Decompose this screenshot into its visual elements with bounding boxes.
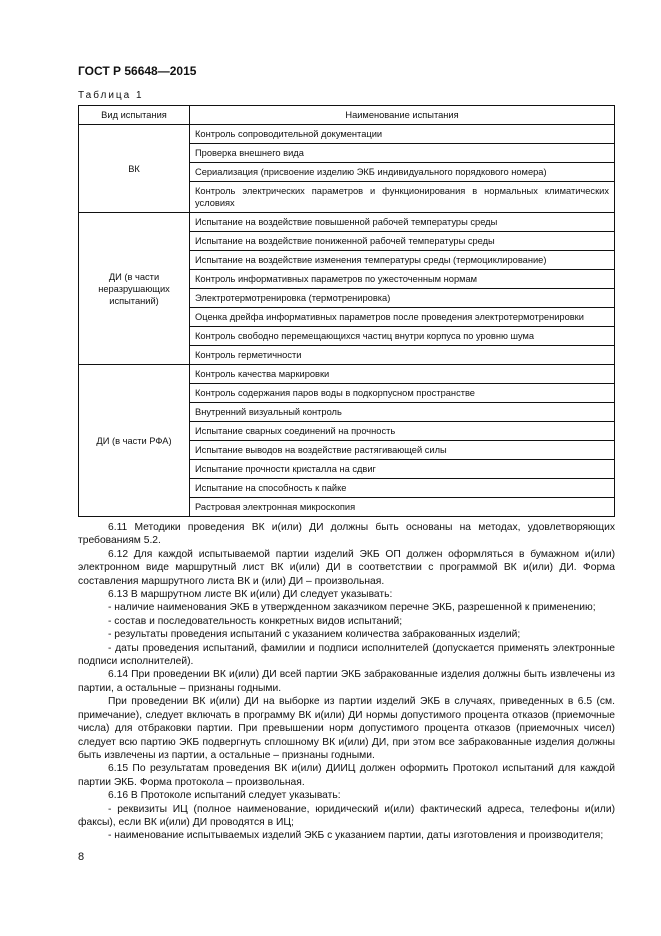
paragraph: - наименование испытываемых изделий ЭКБ с указанием партии, даты изготовления и производителя; — [108, 830, 604, 842]
paragraph: 6.15 По результатам проведения ВК и(или) ДИИЦ должен оформить Протокол испытаний для каждой партии ЭКБ. Форма протокола – произвольная. — [78, 763, 615, 788]
test-name-cell: Контроль свободно перемещающихся частиц внутри корпуса по уровню шума — [190, 327, 615, 346]
test-name-cell: Сериализация (присвоение изделию ЭКБ индивидуального порядкового номера) — [190, 163, 615, 182]
document-header: ГОСТ Р 56648—2015 — [78, 64, 197, 78]
test-name-cell: Испытание прочности кристалла на сдвиг — [190, 460, 615, 479]
document-body — [78, 521, 615, 843]
test-name-cell: Контроль информативных параметров по ужесточенным нормам — [190, 270, 615, 289]
test-name-cell: Контроль содержания паров воды в подкорпусном пространстве — [190, 384, 615, 403]
table-row — [79, 213, 615, 232]
test-name-cell: Испытание на способность к пайке — [190, 479, 615, 498]
test-name-cell: Контроль сопроводительной документации — [190, 125, 615, 144]
test-name-cell: Оценка дрейфа информативных параметров после проведения электротермотренировки — [190, 308, 615, 327]
paragraph: - результаты проведения испытаний с указанием количества забракованных изделий; — [108, 629, 521, 641]
test-name-cell: Контроль электрических параметров и функционирования в нормальных климатических условиях — [190, 182, 615, 213]
paragraph: 6.14 При проведении ВК и(или) ДИ всей партии ЭКБ забракованные изделия должны быть извлечены из партии, а остальные – признаны годными. — [78, 669, 615, 694]
test-name-cell: Испытание выводов на воздействие растягивающей силы — [190, 441, 615, 460]
table-caption: Таблица 1 — [78, 90, 144, 101]
paragraph: - наличие наименования ЭКБ в утвержденном заказчиком перечне ЭКБ, разрешенной к применению; — [108, 602, 596, 614]
table-row — [79, 365, 615, 384]
test-types-table — [78, 105, 615, 517]
paragraph: 6.11 Методики проведения ВК и(или) ДИ должны быть основаны на методах, удовлетворяющих требованиям 5.2. — [78, 522, 615, 547]
page-number: 8 — [78, 850, 85, 863]
test-name-cell: Контроль качества маркировки — [190, 365, 615, 384]
test-name-cell: Электротермотренировка (термотренировка) — [190, 289, 615, 308]
test-type-cell: ВК — [79, 125, 190, 213]
paragraph: При проведении ВК и(или) ДИ на выборке из партии изделий ЭКБ в случаях, приведенных в 6.5 (см. примечание), следует включать в программу ВК и(или) ДИ нормы допустимого процента отказов (приемочные числа) для отбраковки партии. При превышении норм допустимого процента отказов (приемочных чисел) следует всю партию ЭКБ подвергнуть сплошному ВК и(или) ДИ, при этом все забракованные изделия должны быть извлечены из партии, а остальные – признаны годными. — [78, 696, 615, 761]
test-name-cell: Испытание сварных соединений на прочность — [190, 422, 615, 441]
table-row — [79, 125, 615, 144]
test-name-cell: Проверка внешнего вида — [190, 144, 615, 163]
test-name-cell: Испытание на воздействие повышенной рабочей температуры среды — [190, 213, 615, 232]
column-header-type: Вид испытания — [79, 106, 190, 125]
test-type-cell: ДИ (в части неразрушающих испытаний) — [79, 213, 190, 365]
paragraph: 6.16 В Протоколе испытаний следует указывать: — [108, 790, 341, 802]
paragraph: 6.13 В маршрутном листе ВК и(или) ДИ следует указывать: — [108, 589, 393, 601]
paragraph: - состав и последовательность конкретных видов испытаний; — [108, 615, 403, 627]
test-name-cell: Контроль герметичности — [190, 346, 615, 365]
paragraph: - даты проведения испытаний, фамилии и подписи исполнителей (допускается применять электронные подписи исполнителей). — [78, 642, 615, 668]
paragraph: 6.12 Для каждой испытываемой партии изделий ЭКБ ОП должен оформляться в бумажном и(или) электронном виде маршрутный лист ВК и(или) ДИ в соответствии с программой ВК и(или) ДИ. Форма составления маршрутного листа ВК и (или) ДИ – произвольная. — [78, 548, 615, 587]
test-name-cell: Испытание на воздействие пониженной рабочей температуры среды — [190, 232, 615, 251]
test-type-cell: ДИ (в части РФА) — [79, 365, 190, 517]
test-name-cell: Внутренний визуальный контроль — [190, 403, 615, 422]
test-name-cell: Испытание на воздействие изменения температуры среды (термоциклирование) — [190, 251, 615, 270]
paragraph: - реквизиты ИЦ (полное наименование, юридический и(или) фактический адреса, телефоны и(или) факсы), если ВК и(или) ДИ проводятся в ИЦ; — [78, 803, 615, 828]
column-header-name: Наименование испытания — [190, 106, 615, 125]
test-name-cell: Растровая электронная микроскопия — [190, 498, 615, 517]
